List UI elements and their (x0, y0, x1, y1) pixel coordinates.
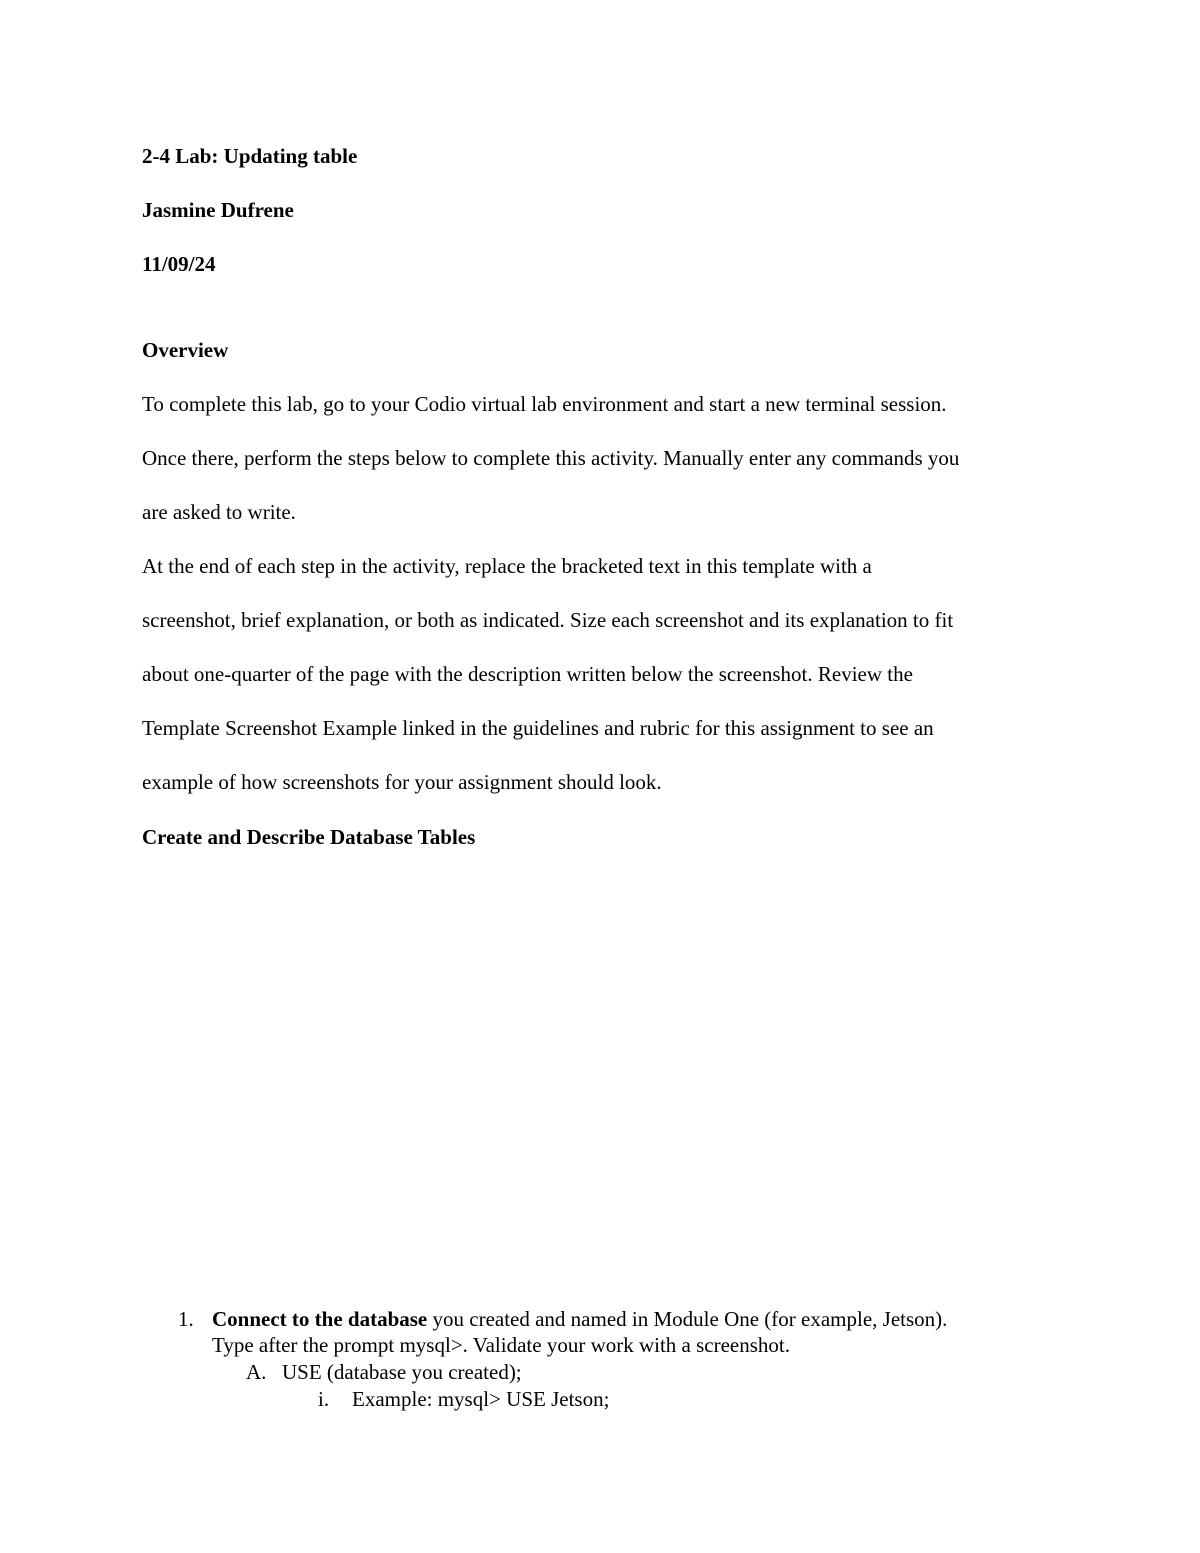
list-item-1-bold-lead: Connect to the database (212, 1307, 428, 1331)
overview-line-6: about one-quarter of the page with the description written below the screenshot. Review the (142, 662, 913, 686)
author-name: Jasmine Dufrene (142, 198, 294, 222)
list-item-1-line-2: Type after the prompt mysql>. Validate your work with a screenshot. (212, 1333, 791, 1357)
overview-line-4: At the end of each step in the activity, replace the bracketed text in this template with a (142, 554, 872, 578)
list-item-1-line-1 (212, 1306, 947, 1332)
overview-line-5: screenshot, brief explanation, or both as indicated. Size each screenshot and its explanation to fit (142, 608, 954, 632)
overview-line-3: are asked to write. (142, 500, 296, 524)
overview-line-8: example of how screenshots for your assignment should look. (142, 770, 662, 794)
sublist-item-i: Example: mysql> USE Jetson; (352, 1387, 610, 1411)
document-title: 2-4 Lab: Updating table (142, 144, 358, 168)
sublist-marker-i: i. (318, 1387, 330, 1411)
list-item-1-rest: you created and named in Module One (for example, Jetson). (427, 1307, 948, 1331)
document-date: 11/09/24 (142, 252, 216, 276)
overview-line-1: To complete this lab, go to your Codio virtual lab environment and start a new terminal session. (142, 392, 947, 416)
overview-line-7: Template Screenshot Example linked in the guidelines and rubric for this assignment to see an (142, 716, 934, 740)
list-number-1: 1. (178, 1307, 194, 1331)
overview-heading: Overview (142, 338, 229, 362)
overview-line-2: Once there, perform the steps below to complete this activity. Manually enter any commands you (142, 446, 960, 470)
section-heading: Create and Describe Database Tables (142, 825, 476, 849)
sublist-item-a: USE (database you created); (282, 1360, 522, 1384)
sublist-marker-a: A. (246, 1360, 267, 1384)
